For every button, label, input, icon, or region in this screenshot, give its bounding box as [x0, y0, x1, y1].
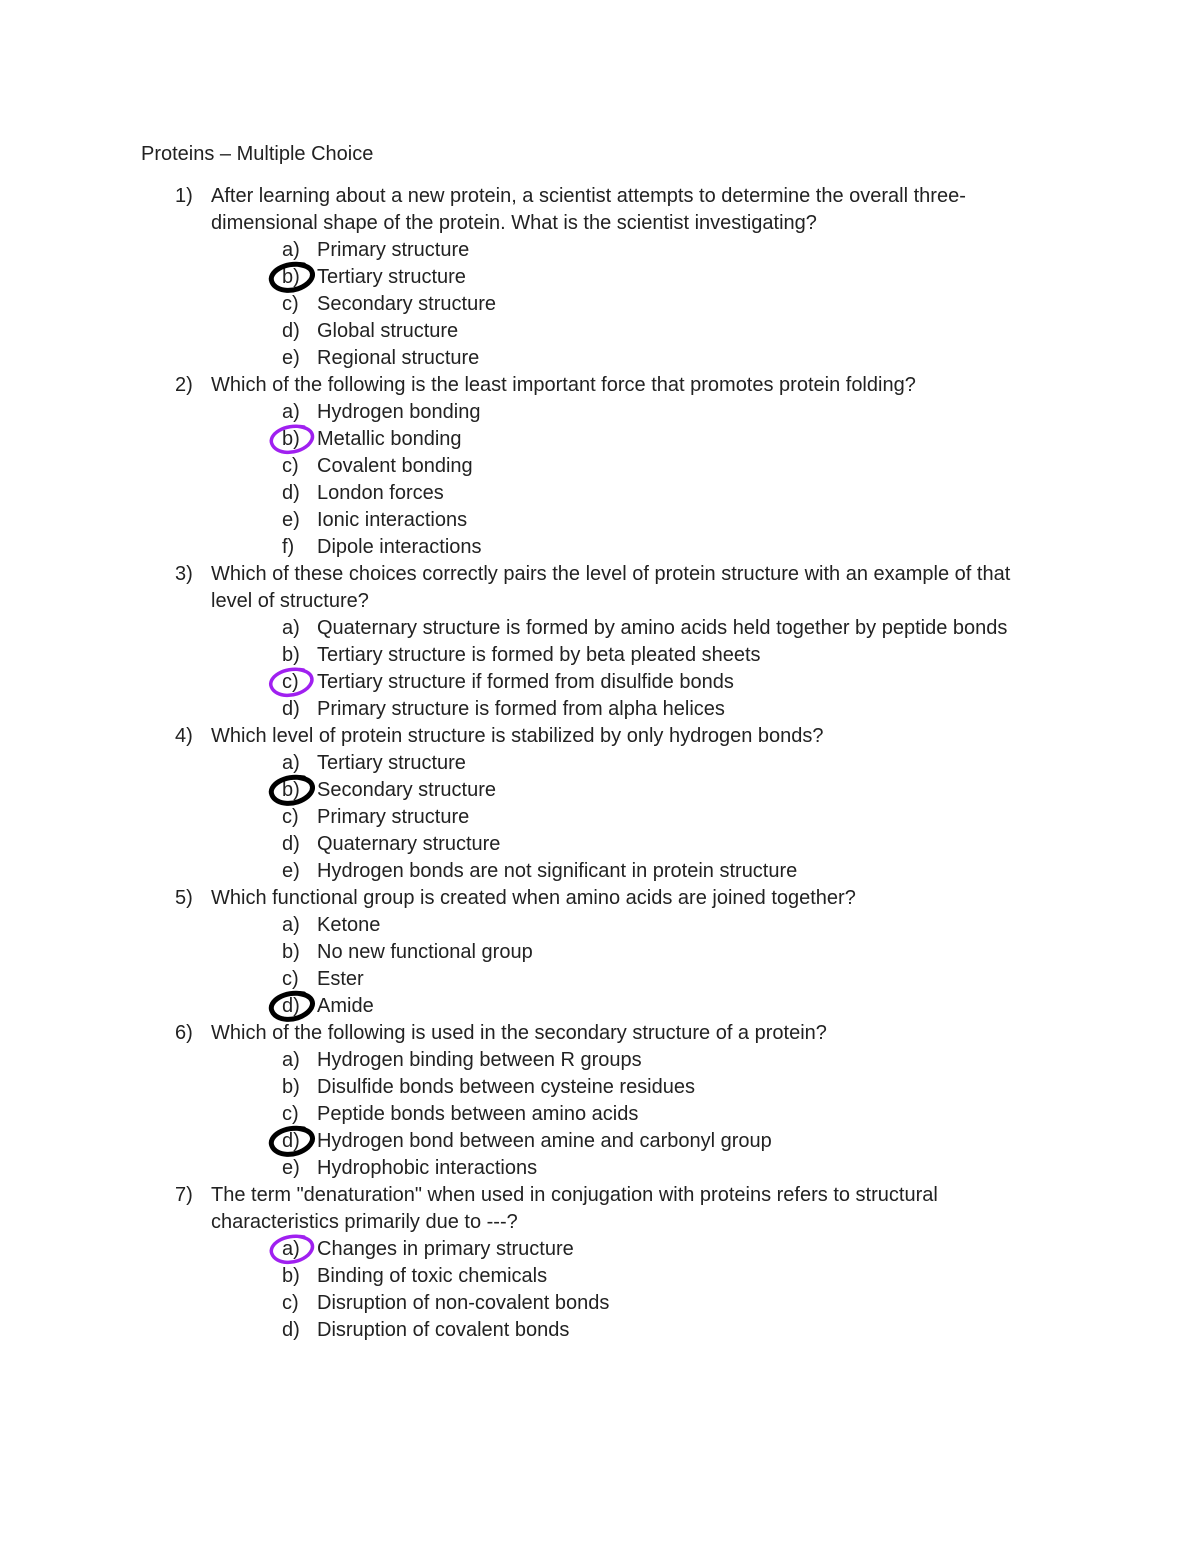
answer-option — [0, 696, 1200, 723]
question-list — [0, 183, 1200, 1344]
answer-option — [0, 615, 1200, 642]
option-text: Tertiary structure — [317, 752, 466, 774]
option-letter: c) — [282, 1103, 299, 1125]
question-number: 7) — [175, 1184, 193, 1206]
option-letter: a) — [282, 617, 300, 639]
option-text: London forces — [317, 482, 444, 504]
option-text: Ester — [317, 968, 364, 990]
option-text: Covalent bonding — [317, 455, 473, 477]
option-text: Hydrogen bond between amine and carbonyl group — [317, 1130, 772, 1152]
option-text: Quaternary structure is formed by amino acids held together by peptide bonds — [317, 617, 1008, 639]
option-text: Primary structure — [317, 239, 470, 261]
question-number: 6) — [175, 1022, 193, 1044]
question-text: Which of these choices correctly pairs the level of protein structure with an example of that level of structure? — [211, 563, 1011, 612]
option-letter: c) — [282, 293, 299, 315]
question-text: After learning about a new protein, a scientist attempts to determine the overall three-dimensional shape of the protein. What is the scientist investigating? — [211, 185, 966, 234]
question-4 — [0, 723, 1200, 885]
answer-option — [0, 939, 1200, 966]
answer-option — [0, 399, 1200, 426]
answer-option — [0, 669, 1200, 696]
question-text: The term "denaturation" when used in conjugation with proteins refers to structural characteristics primarily due to ---? — [211, 1184, 938, 1233]
question-3 — [0, 561, 1200, 723]
option-text: Binding of toxic chemicals — [317, 1265, 548, 1287]
option-text: Hydrophobic interactions — [317, 1157, 538, 1179]
option-text: Hydrogen bonding — [317, 401, 481, 423]
option-letter: a) — [282, 239, 300, 261]
answer-option — [0, 426, 1200, 453]
answer-option — [0, 966, 1200, 993]
answer-option — [0, 1101, 1200, 1128]
option-text: Primary structure — [317, 806, 470, 828]
option-text: Amide — [317, 995, 374, 1017]
question-stem — [0, 372, 1200, 399]
answer-option — [0, 1155, 1200, 1182]
option-text: Disulfide bonds between cysteine residues — [317, 1076, 695, 1098]
option-letter: c) — [282, 806, 299, 828]
option-text: Disruption of covalent bonds — [317, 1319, 570, 1341]
option-text: Metallic bonding — [317, 428, 462, 450]
option-text: Regional structure — [317, 347, 480, 369]
question-number: 3) — [175, 563, 193, 585]
answer-option — [0, 777, 1200, 804]
answer-option — [0, 318, 1200, 345]
answer-option — [0, 1263, 1200, 1290]
question-5 — [0, 885, 1200, 1020]
question-stem — [0, 1182, 1200, 1236]
option-text: Primary structure is formed from alpha helices — [317, 698, 725, 720]
option-letter: c) — [282, 1292, 299, 1314]
question-2 — [0, 372, 1200, 561]
option-letter: a) — [282, 914, 300, 936]
option-letter: d) — [282, 482, 300, 504]
answer-option — [0, 642, 1200, 669]
answer-option — [0, 345, 1200, 372]
option-text: Ionic interactions — [317, 509, 468, 531]
option-letter: a) — [282, 401, 300, 423]
option-letter: d) — [282, 995, 300, 1017]
option-letter: b) — [282, 644, 300, 666]
question-stem — [0, 723, 1200, 750]
option-letter: b) — [282, 941, 300, 963]
option-letter: b) — [282, 1265, 300, 1287]
answer-option — [0, 1128, 1200, 1155]
question-1 — [0, 183, 1200, 372]
option-letter: e) — [282, 860, 300, 882]
option-text: Hydrogen binding between R groups — [317, 1049, 642, 1071]
answer-option — [0, 453, 1200, 480]
option-letter: c) — [282, 968, 299, 990]
option-text: No new functional group — [317, 941, 533, 963]
option-letter: d) — [282, 320, 300, 342]
question-text: Which functional group is created when amino acids are joined together? — [211, 887, 856, 909]
question-text: Which level of protein structure is stabilized by only hydrogen bonds? — [211, 725, 824, 747]
option-letter: c) — [282, 455, 299, 477]
answer-option — [0, 1290, 1200, 1317]
option-text: Tertiary structure is formed by beta pleated sheets — [317, 644, 761, 666]
option-text: Tertiary structure if formed from disulfide bonds — [317, 671, 734, 693]
option-letter: e) — [282, 1157, 300, 1179]
question-number: 4) — [175, 725, 193, 747]
question-stem — [0, 1020, 1200, 1047]
option-letter: a) — [282, 1238, 300, 1260]
option-text: Peptide bonds between amino acids — [317, 1103, 639, 1125]
answer-option — [0, 534, 1200, 561]
option-letter: f) — [282, 536, 295, 558]
answer-option — [0, 264, 1200, 291]
option-text: Secondary structure — [317, 779, 496, 801]
question-number: 5) — [175, 887, 193, 909]
option-letter: b) — [282, 266, 300, 288]
option-text: Global structure — [317, 320, 459, 342]
answer-option — [0, 480, 1200, 507]
answer-option — [0, 993, 1200, 1020]
question-number: 1) — [175, 185, 193, 207]
option-letter: c) — [282, 671, 299, 693]
question-7 — [0, 1182, 1200, 1344]
option-text: Disruption of non-covalent bonds — [317, 1292, 610, 1314]
option-letter: e) — [282, 509, 300, 531]
answer-option — [0, 1074, 1200, 1101]
answer-option — [0, 750, 1200, 777]
option-text: Quaternary structure — [317, 833, 501, 855]
option-letter: a) — [282, 752, 300, 774]
option-text: Secondary structure — [317, 293, 496, 315]
option-text: Ketone — [317, 914, 381, 936]
question-stem — [0, 561, 1200, 615]
question-stem — [0, 183, 1200, 237]
answer-option — [0, 1317, 1200, 1344]
answer-option — [0, 237, 1200, 264]
question-stem — [0, 885, 1200, 912]
option-letter: d) — [282, 698, 300, 720]
answer-option — [0, 507, 1200, 534]
question-6 — [0, 1020, 1200, 1182]
option-letter: e) — [282, 347, 300, 369]
option-text: Dipole interactions — [317, 536, 482, 558]
option-letter: b) — [282, 1076, 300, 1098]
answer-option — [0, 831, 1200, 858]
option-letter: b) — [282, 779, 300, 801]
option-text: Changes in primary structure — [317, 1238, 574, 1260]
option-letter: d) — [282, 1319, 300, 1341]
question-number: 2) — [175, 374, 193, 396]
option-letter: d) — [282, 1130, 300, 1152]
option-text: Hydrogen bonds are not significant in protein structure — [317, 860, 798, 882]
option-letter: d) — [282, 833, 300, 855]
answer-option — [0, 1236, 1200, 1263]
answer-option — [0, 804, 1200, 831]
option-text: Tertiary structure — [317, 266, 466, 288]
page-title: Proteins – Multiple Choice — [141, 143, 374, 165]
option-letter: b) — [282, 428, 300, 450]
question-text: Which of the following is used in the secondary structure of a protein? — [211, 1022, 827, 1044]
answer-option — [0, 1047, 1200, 1074]
answer-option — [0, 858, 1200, 885]
option-letter: a) — [282, 1049, 300, 1071]
answer-option — [0, 291, 1200, 318]
answer-option — [0, 912, 1200, 939]
question-text: Which of the following is the least important force that promotes protein folding? — [211, 374, 916, 396]
